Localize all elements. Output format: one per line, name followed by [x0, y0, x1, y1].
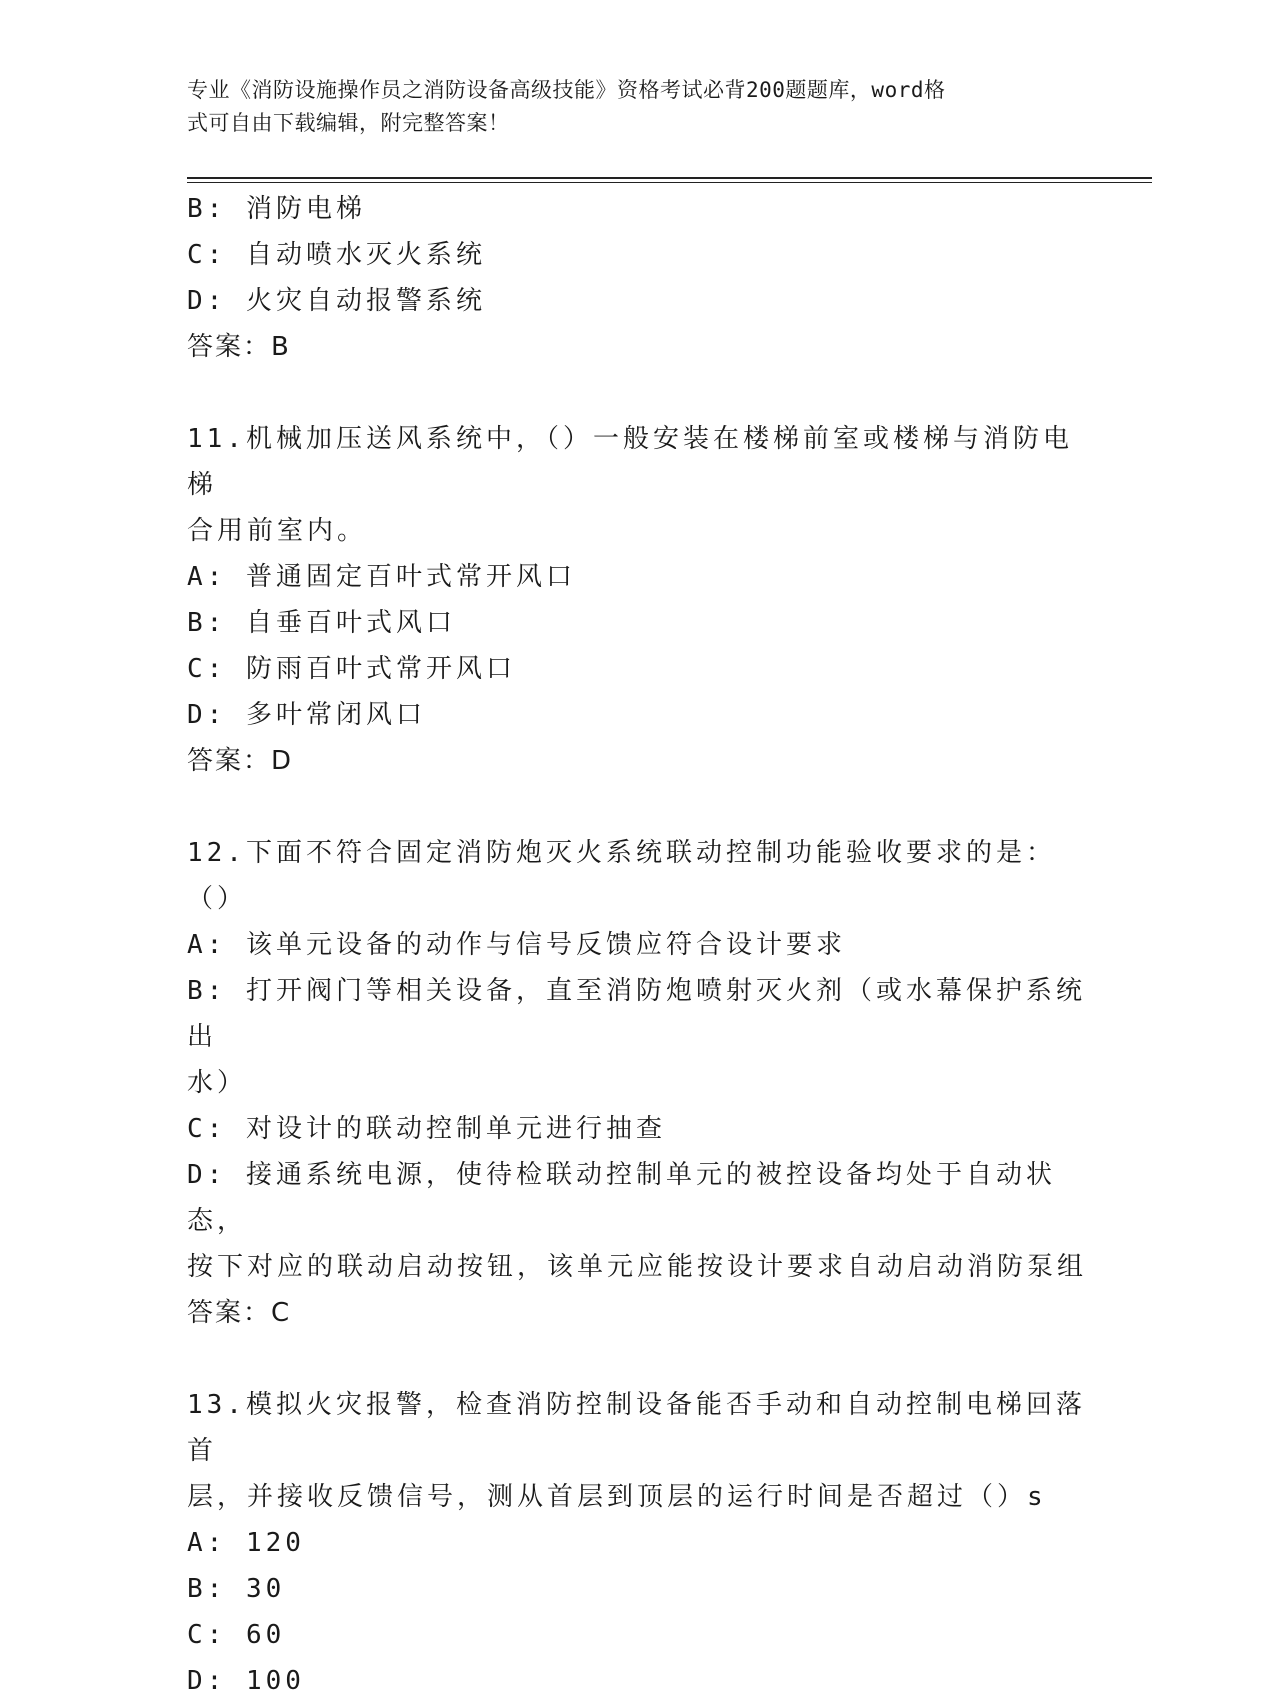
question-13-option-b: B: 30	[187, 1574, 286, 1604]
question-11-stem-line-2: 合用前室内。	[187, 516, 368, 546]
question-11-option-a: A: 普通固定百叶式常开风口	[187, 562, 576, 592]
document-header	[187, 74, 1067, 140]
question-12-answer: 答案：C	[187, 1298, 292, 1328]
question-10	[187, 186, 1087, 370]
question-11-stem-line-1: 11.机械加压送风系统中，（）一般安装在楼梯前室或楼梯与消防电梯	[187, 424, 1073, 500]
question-12-option-a: A: 该单元设备的动作与信号反馈应符合设计要求	[187, 930, 846, 960]
question-11-option-b: B: 自垂百叶式风口	[187, 608, 456, 638]
question-13-stem-line-2: 层，并接收反馈信号，测从首层到顶层的运行时间是否超过（）s	[187, 1482, 1047, 1512]
question-13-option-d: D: 100	[187, 1666, 305, 1696]
question-12	[187, 830, 1087, 1336]
question-12-option-c: C: 对设计的联动控制单元进行抽查	[187, 1114, 666, 1144]
question-11-option-d: D: 多叶常闭风口	[187, 700, 426, 730]
header-divider-thick	[187, 177, 1152, 179]
question-11-option-c: C: 防雨百叶式常开风口	[187, 654, 516, 684]
question-12-option-d-line-1: D: 接通系统电源，使待检联动控制单元的被控设备均处于自动状态，	[187, 1160, 1056, 1236]
question-13-option-a: A: 120	[187, 1528, 305, 1558]
question-12-option-d-line-2: 按下对应的联动启动按钮，该单元应能按设计要求自动启动消防泵组	[187, 1252, 1088, 1282]
header-line-1: 专业《消防设施操作员之消防设备高级技能》资格考试必背200题题库，word格	[187, 78, 946, 102]
question-13-option-c: C: 60	[187, 1620, 286, 1650]
question-10-answer: 答案：B	[187, 332, 291, 362]
question-10-option-b: B: 消防电梯	[187, 194, 366, 224]
question-12-option-b-line-2: 水）	[187, 1068, 248, 1098]
question-list	[187, 186, 1087, 1704]
question-13-stem-line-1: 13.模拟火灾报警，检查消防控制设备能否手动和自动控制电梯回落首	[187, 1390, 1086, 1466]
question-13	[187, 1382, 1087, 1704]
question-11-answer: 答案：D	[187, 746, 294, 776]
question-12-option-b-line-1: B: 打开阀门等相关设备，直至消防炮喷射灭火剂（或水幕保护系统出	[187, 976, 1086, 1052]
question-11	[187, 416, 1087, 784]
header-divider-thin	[187, 182, 1152, 183]
question-10-option-d: D: 火灾自动报警系统	[187, 286, 486, 316]
header-line-2: 式可自由下载编辑，附完整答案！	[187, 111, 510, 135]
question-12-stem-line-1: 12.下面不符合固定消防炮灭火系统联动控制功能验收要求的是：（）	[187, 838, 1056, 914]
question-10-option-c: C: 自动喷水灭火系统	[187, 240, 486, 270]
